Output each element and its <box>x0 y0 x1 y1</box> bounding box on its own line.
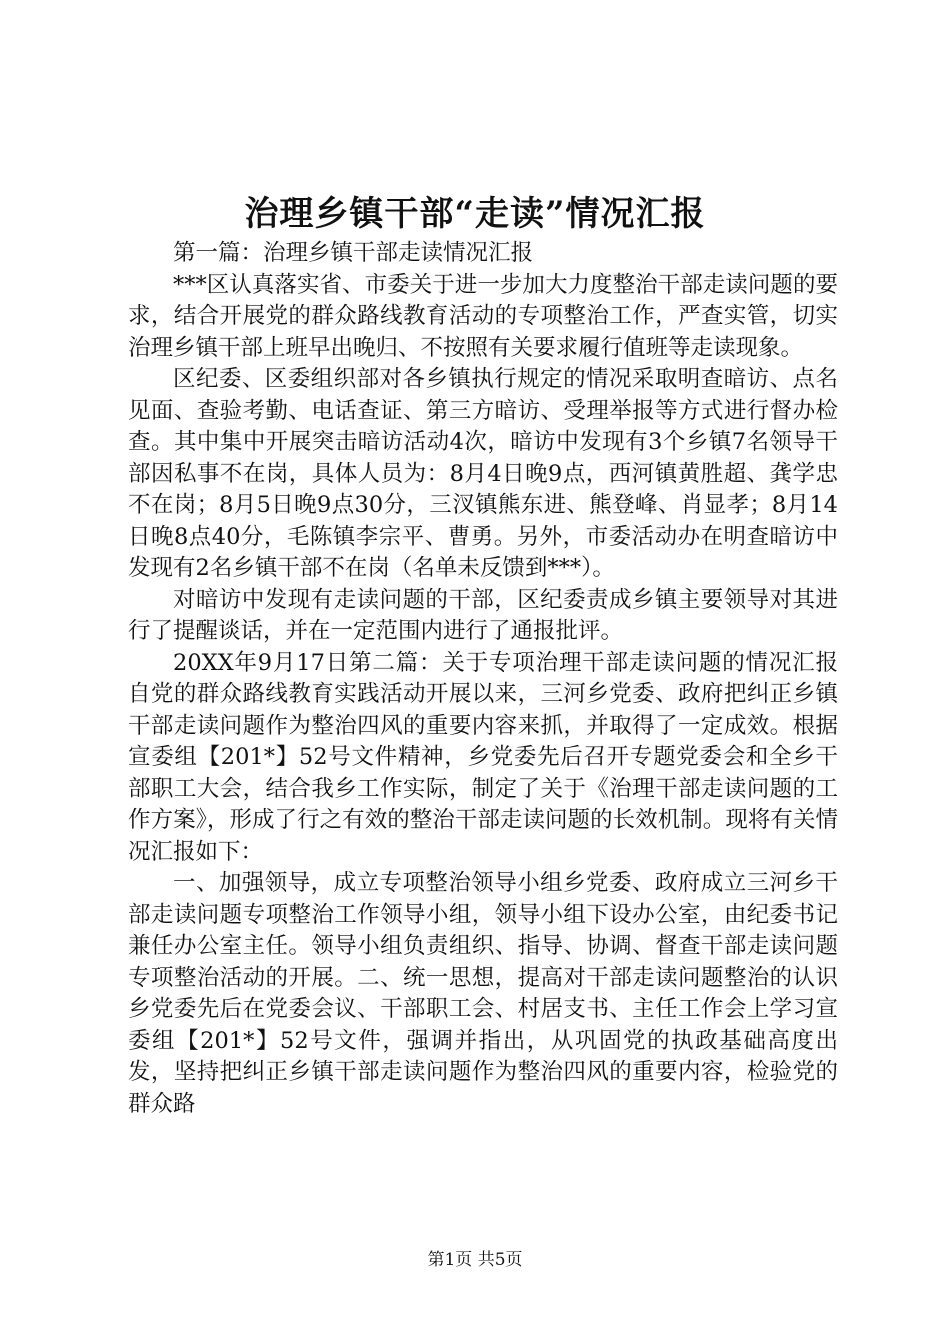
page-footer: 第1页 共5页 <box>427 1250 523 1270</box>
document-title: 治理乡镇干部“走读”情况汇报 <box>244 194 706 234</box>
document-body <box>128 238 838 1120</box>
body-paragraph: 20XX年9月17日第二篇：关于专项治理干部走读问题的情况汇报自党的群众路线教育实践活动开展以来，三河乡党委、政府把纠正乡镇干部走读问题作为整治四风的重要内容来抓，并取得了一定成效。根据宣委组【201*】52号文件精神，乡党委先后召开专题党委会和全乡干部职工大会，结合我乡工作实际，制定了关于《治理干部走读问题的工作方案》，形成了行之有效的整治干部走读问题的长效机制。现将有关情况汇报如下： <box>128 649 838 865</box>
body-paragraph: ***区认真落实省、市委关于进一步加大力度整治干部走读问题的要求，结合开展党的群众路线教育活动的专项整治工作，严查实管，切实治理乡镇干部上班早出晚归、不按照有关要求履行值班等走读现象。 <box>128 271 838 361</box>
body-paragraph: 一、加强领导，成立专项整治领导小组乡党委、政府成立三河乡干部走读问题专项整治工作领导小组，领导小组下设办公室，由纪委书记兼任办公室主任。领导小组负责组织、指导、协调、督查干部走读问题专项整治活动的开展。二、统一思想，提高对干部走读问题整治的认识乡党委先后在党委会议、干部职工会、村居支书、主任工作会上学习宣委组【201*】52号文件，强调并指出，从巩固党的执政基础高度出发，坚持把纠正乡镇干部走读问题作为整治四风的重要内容，检验党的群众路 <box>128 870 838 1117</box>
section-heading: 第一篇：治理乡镇干部走读情况汇报 <box>173 240 534 266</box>
body-paragraph: 对暗访中发现有走读问题的干部，区纪委责成乡镇主要领导对其进行了提醒谈话，并在一定范围内进行了通报批评。 <box>128 586 838 644</box>
body-paragraph: 区纪委、区委组织部对各乡镇执行规定的情况采取明查暗访、点名见面、查验考勤、电话查证、第三方暗访、受理举报等方式进行督办检查。其中集中开展突击暗访活动4次，暗访中发现有3个乡镇7名领导干部因私事不在岗，具体人员为：8月4日晚9点，西河镇黄胜超、龚学忠不在岗；8月5日晚9点30分，三汊镇熊东进、熊登峰、肖显孝；8月14日晚8点40分，毛陈镇李宗平、曹勇。另外，市委活动办在明查暗访中发现有2名乡镇干部不在岗（名单未反馈到***）。 <box>128 366 838 581</box>
